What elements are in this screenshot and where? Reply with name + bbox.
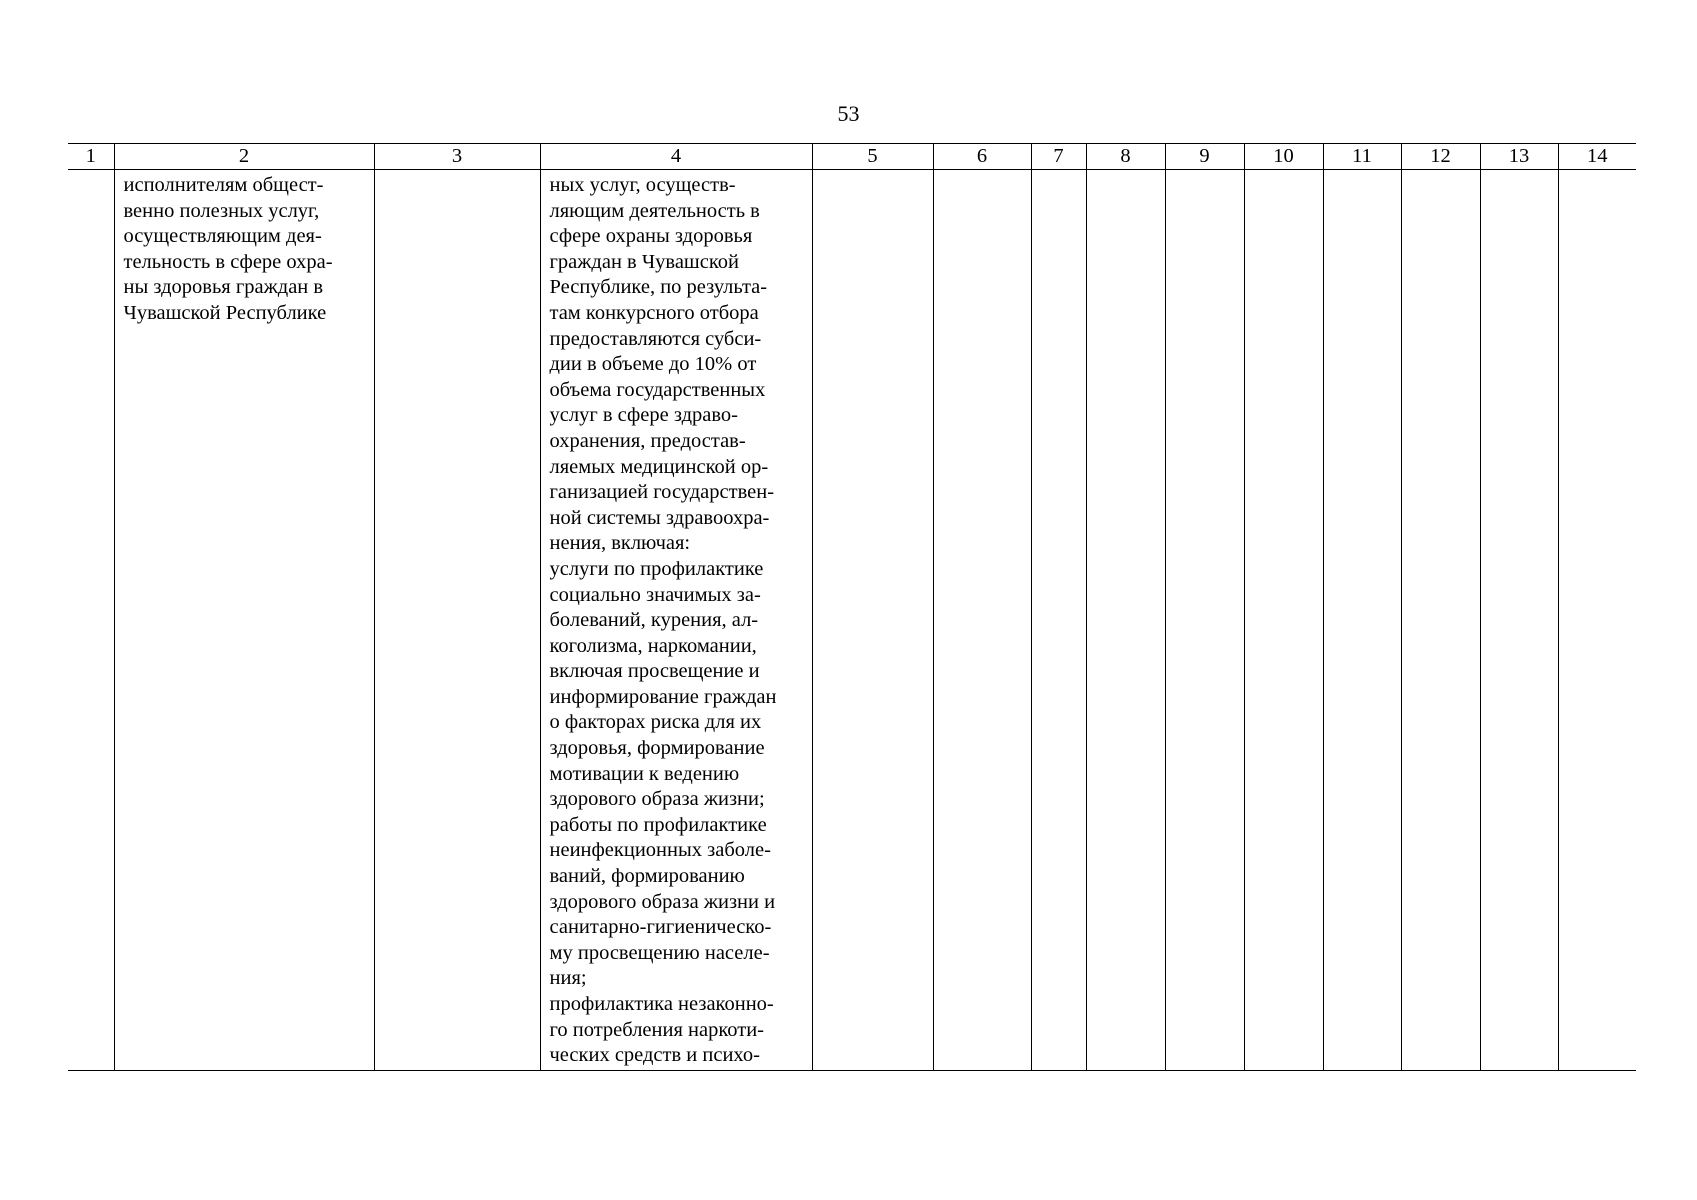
column-header: 11 — [1323, 144, 1401, 170]
column-header: 5 — [812, 144, 933, 170]
program-table — [68, 143, 1636, 1071]
cell-col5 — [812, 170, 933, 1071]
measure-name-text: исполнителям общест- венно полезных услуг, осуществляющим дея- тельность в сфере охра- ны здоровья граждан в Чувашской Республике — [123, 174, 333, 324]
cell-col13 — [1480, 170, 1558, 1071]
measure-description-text: ных услуг, осуществ- ляющим деятельность в сфере охраны здоровья граждан в Чувашской Республике, по результа- там конкурсного отбора предоставляются субси- дии в объеме до 10% от объема государственных услуг в сфере здраво- охранения, предостав- ляемых медицинской ор- ганизацией государствен- ной системы здравоохра- нения, включая: услуги по профилактике социально значимых за- болеваний, курения, ал- коголизма, наркомании, включая просвещение и информирование граждан о факторах риска для их здоровья, формирование мотивации к ведению здорового образа жизни; работы по профилактике неинфекционных заболе- ваний, формированию здорового образа жизни и санитарно-гигиеническо- му просвещению населе- ния; профилактика незаконно- го потребления наркоти- ческих средств и психо- — [549, 174, 777, 1067]
column-header: 4 — [540, 144, 812, 170]
cell-col2 — [114, 170, 374, 1071]
column-header: 14 — [1558, 144, 1636, 170]
column-header: 7 — [1031, 144, 1086, 170]
column-header: 9 — [1165, 144, 1244, 170]
cell-col8 — [1086, 170, 1165, 1071]
column-header: 8 — [1086, 144, 1165, 170]
cell-col1 — [68, 170, 114, 1071]
column-header: 12 — [1401, 144, 1480, 170]
cell-col10 — [1244, 170, 1323, 1071]
cell-col7 — [1031, 170, 1086, 1071]
column-header: 2 — [114, 144, 374, 170]
column-header: 10 — [1244, 144, 1323, 170]
cell-col6 — [933, 170, 1031, 1071]
cell-col4 — [540, 170, 812, 1071]
column-header: 1 — [68, 144, 114, 170]
column-header: 6 — [933, 144, 1031, 170]
cell-col11 — [1323, 170, 1401, 1071]
cell-col3 — [374, 170, 540, 1071]
cell-col9 — [1165, 170, 1244, 1071]
page-number: 53 — [837, 101, 860, 126]
column-header: 13 — [1480, 144, 1558, 170]
column-header: 3 — [374, 144, 540, 170]
table-row — [68, 170, 1636, 1071]
column-number-header-row — [68, 144, 1636, 170]
cell-col12 — [1401, 170, 1480, 1071]
cell-col14 — [1558, 170, 1636, 1071]
